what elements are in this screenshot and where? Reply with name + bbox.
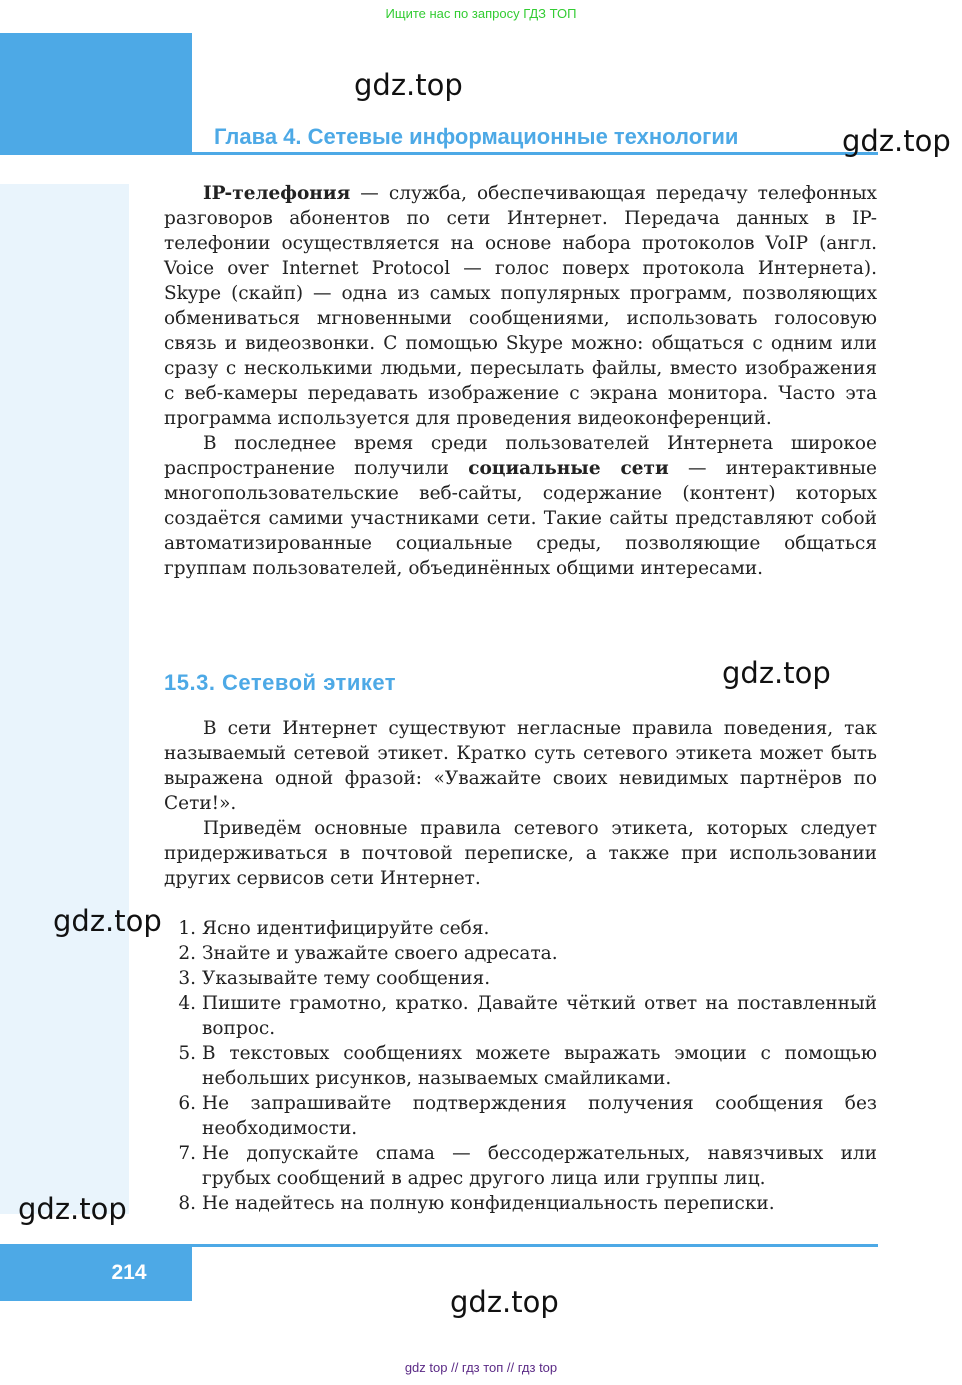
footer-rule (192, 1244, 878, 1247)
watermark: gdz.top (53, 904, 162, 938)
term-ip-telephony: IP-телефония (203, 183, 351, 204)
paragraph-rules-intro: Приведём основные правила сетевого этикета, которых следует придерживаться в почтовой переписке, а также при использовании других сервисов сети Интернет. (164, 818, 877, 889)
watermark: gdz.top (842, 124, 951, 158)
list-item: 6. Не запрашивайте подтверждения получения сообщения без необходимости. (178, 1093, 877, 1139)
header-rule (192, 152, 878, 155)
rules-list (164, 916, 877, 1216)
paragraph-ip-telephony: IP-телефония — служба, обеспечивающая передачу телефонных разговоров абонентов по сети Интернет. Передача данных в IP-телефонии осуществляется на основе набора протоколов VoIP (англ. Voice over Internet Protocol — голос поверх протокола Интернета). Skype (скайп) — одна из самых популярных программ, позволяющих обмениваться мгновенными сообщениями, использовать голосовую связь и видеозвонки. С помощью Skype можно: общаться с одним или сразу с несколькими людьми, пересылать файлы, вместо изображения с веб-камеры передавать изображение с экрана монитора. Часто эта программа используется для проведения видеоконференций. (164, 183, 877, 429)
list-item: 5. В текстовых сообщениях можете выражать эмоции с помощью небольших рисунков, называемых смайликами. (178, 1043, 877, 1089)
bottom-links[interactable]: gdz top // гдз топ // гдз top (404, 1360, 558, 1375)
list-item: 2. Знайте и уважайте своего адресата. (178, 943, 558, 964)
chapter-title: Глава 4. Сетевые информационные технологии (214, 124, 739, 149)
watermark: gdz.top (18, 1192, 127, 1226)
intro-text (164, 181, 877, 581)
page-number: 214 (0, 1244, 192, 1301)
term-social-networks: социальные сети (468, 458, 669, 479)
list-item: 8. Не надейтесь на полную конфиденциальность переписки. (178, 1193, 775, 1214)
top-banner[interactable]: Ищите нас по запросу ГДЗ ТОП (385, 6, 577, 21)
header-color-block (0, 33, 192, 155)
watermark: gdz.top (354, 68, 463, 102)
list-item: 3. Указывайте тему сообщения. (178, 968, 491, 989)
list-item: 4. Пишите грамотно, кратко. Давайте чёткий ответ на поставленный вопрос. (178, 993, 877, 1039)
section-title: 15.3. Сетевой этикет (164, 670, 397, 695)
list-item: 1. Ясно идентифицируйте себя. (178, 918, 490, 939)
watermark: gdz.top (722, 656, 831, 690)
list-item: 7. Не допускайте спама — бессодержательных, навязчивых или грубых сообщений в адрес другого лица или группы лиц. (178, 1143, 877, 1189)
paragraph-etiquette: В сети Интернет существуют негласные правила поведения, так называемый сетевой этикет. Кратко суть сетевого этикета может быть выражена одной фразой: «Уважайте своих невидимых партнёров по Сети!». (164, 718, 877, 814)
side-strip (0, 184, 129, 1214)
etiquette-text (164, 716, 877, 891)
watermark: gdz.top (450, 1285, 559, 1319)
paragraph-social-networks: В последнее время среди пользователей Интернета широкое распространение получили социальные сети — интерактивные многопользовательские веб-сайты, содержание (контент) которых создаётся самими участниками сети. Такие сайты представляют собой автоматизированные социальные среды, позволяющие общаться группам пользователей, объединённых общими интересами. (164, 433, 877, 579)
